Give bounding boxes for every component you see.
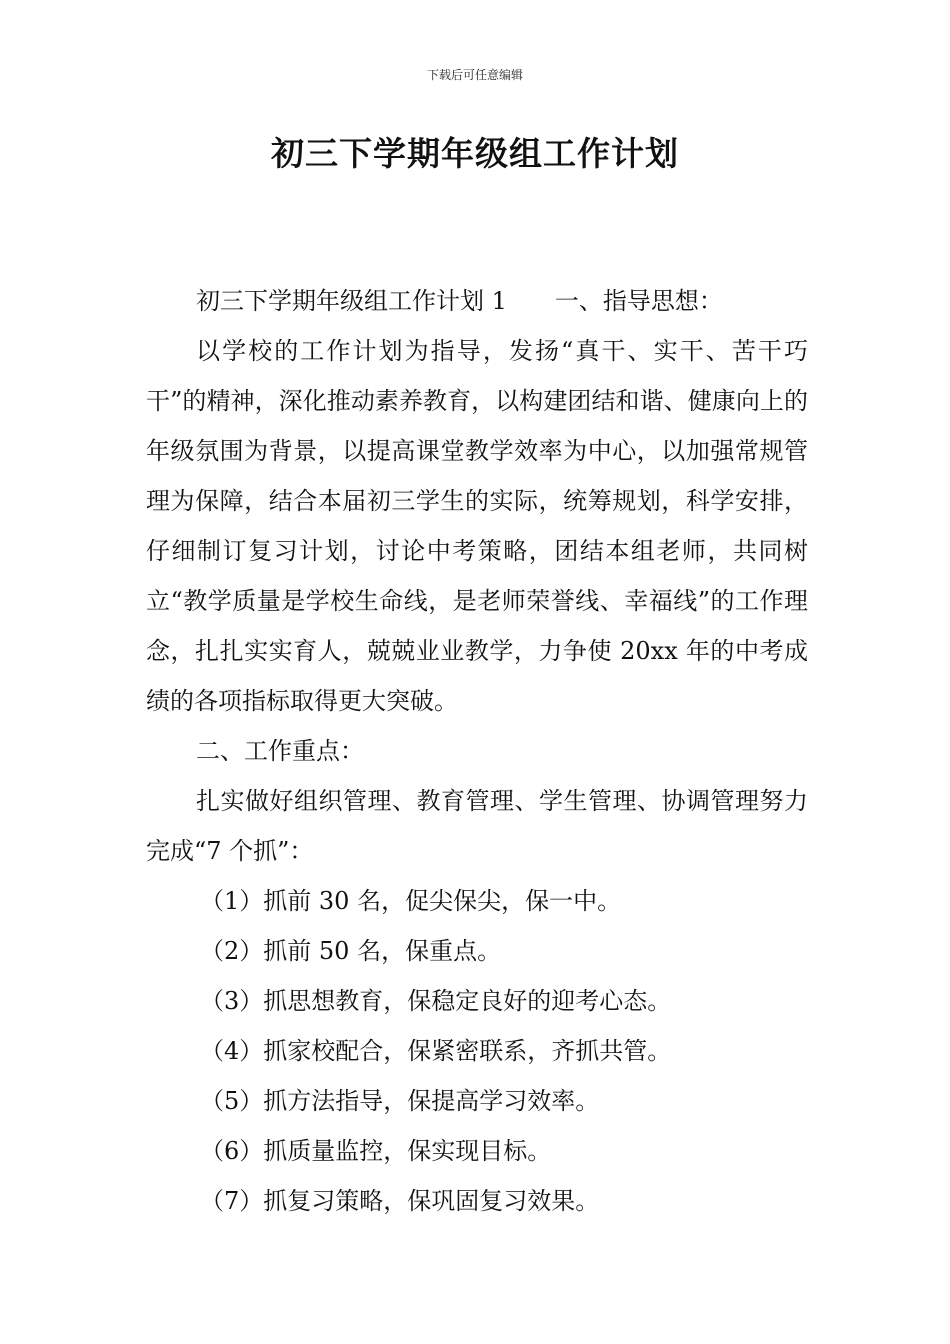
list-item: （4）抓家校配合，保紧密联系，齐抓共管。 [200,1037,672,1065]
section1-heading: 一、指导思想： [554,287,723,315]
header-note: 下载后可任意编辑 [426,68,523,82]
section1-paragraph: 以学校的工作计划为指导，发扬“真干、实干、苦干巧干”的精神，深化推动素养教育，以构建团结和谐、健康向上的年级氛围为背景，以提高课堂教学效率为中心，以加强常规管理为保障，结合本届初三学生的实际，统筹规划，科学安排，仔细制订复习计划，讨论中考策略，团结本组老师，共同树立“教学质量是学校生命线，是老师荣誉线、幸福线”的工作理念，扎扎实实育人，兢兢业业教学，力争使 20xx 年的中考成绩的各项指标取得更大突破。 [146,337,808,715]
list-item: （3）抓思想教育，保稳定良好的迎考心态。 [200,987,672,1015]
document-body [146,276,808,1226]
list-item: （7）抓复习策略，保巩固复习效果。 [200,1187,600,1215]
page-title: 初三下学期年级组工作计划 [271,134,679,173]
list-item: （6）抓质量监控，保实现目标。 [200,1137,552,1165]
section2-paragraph: 扎实做好组织管理、教育管理、学生管理、协调管理努力完成“7 个抓”： [146,787,808,865]
list-item: （1）抓前 30 名，促尖保尖，保一中。 [200,887,622,915]
list-item: （2）抓前 50 名，保重点。 [200,937,502,965]
list-item: （5）抓方法指导，保提高学习效率。 [200,1087,600,1115]
section2-heading: 二、工作重点： [196,737,364,765]
intro-line [146,276,808,326]
intro-heading: 初三下学期年级组工作计划 1 [196,287,507,315]
